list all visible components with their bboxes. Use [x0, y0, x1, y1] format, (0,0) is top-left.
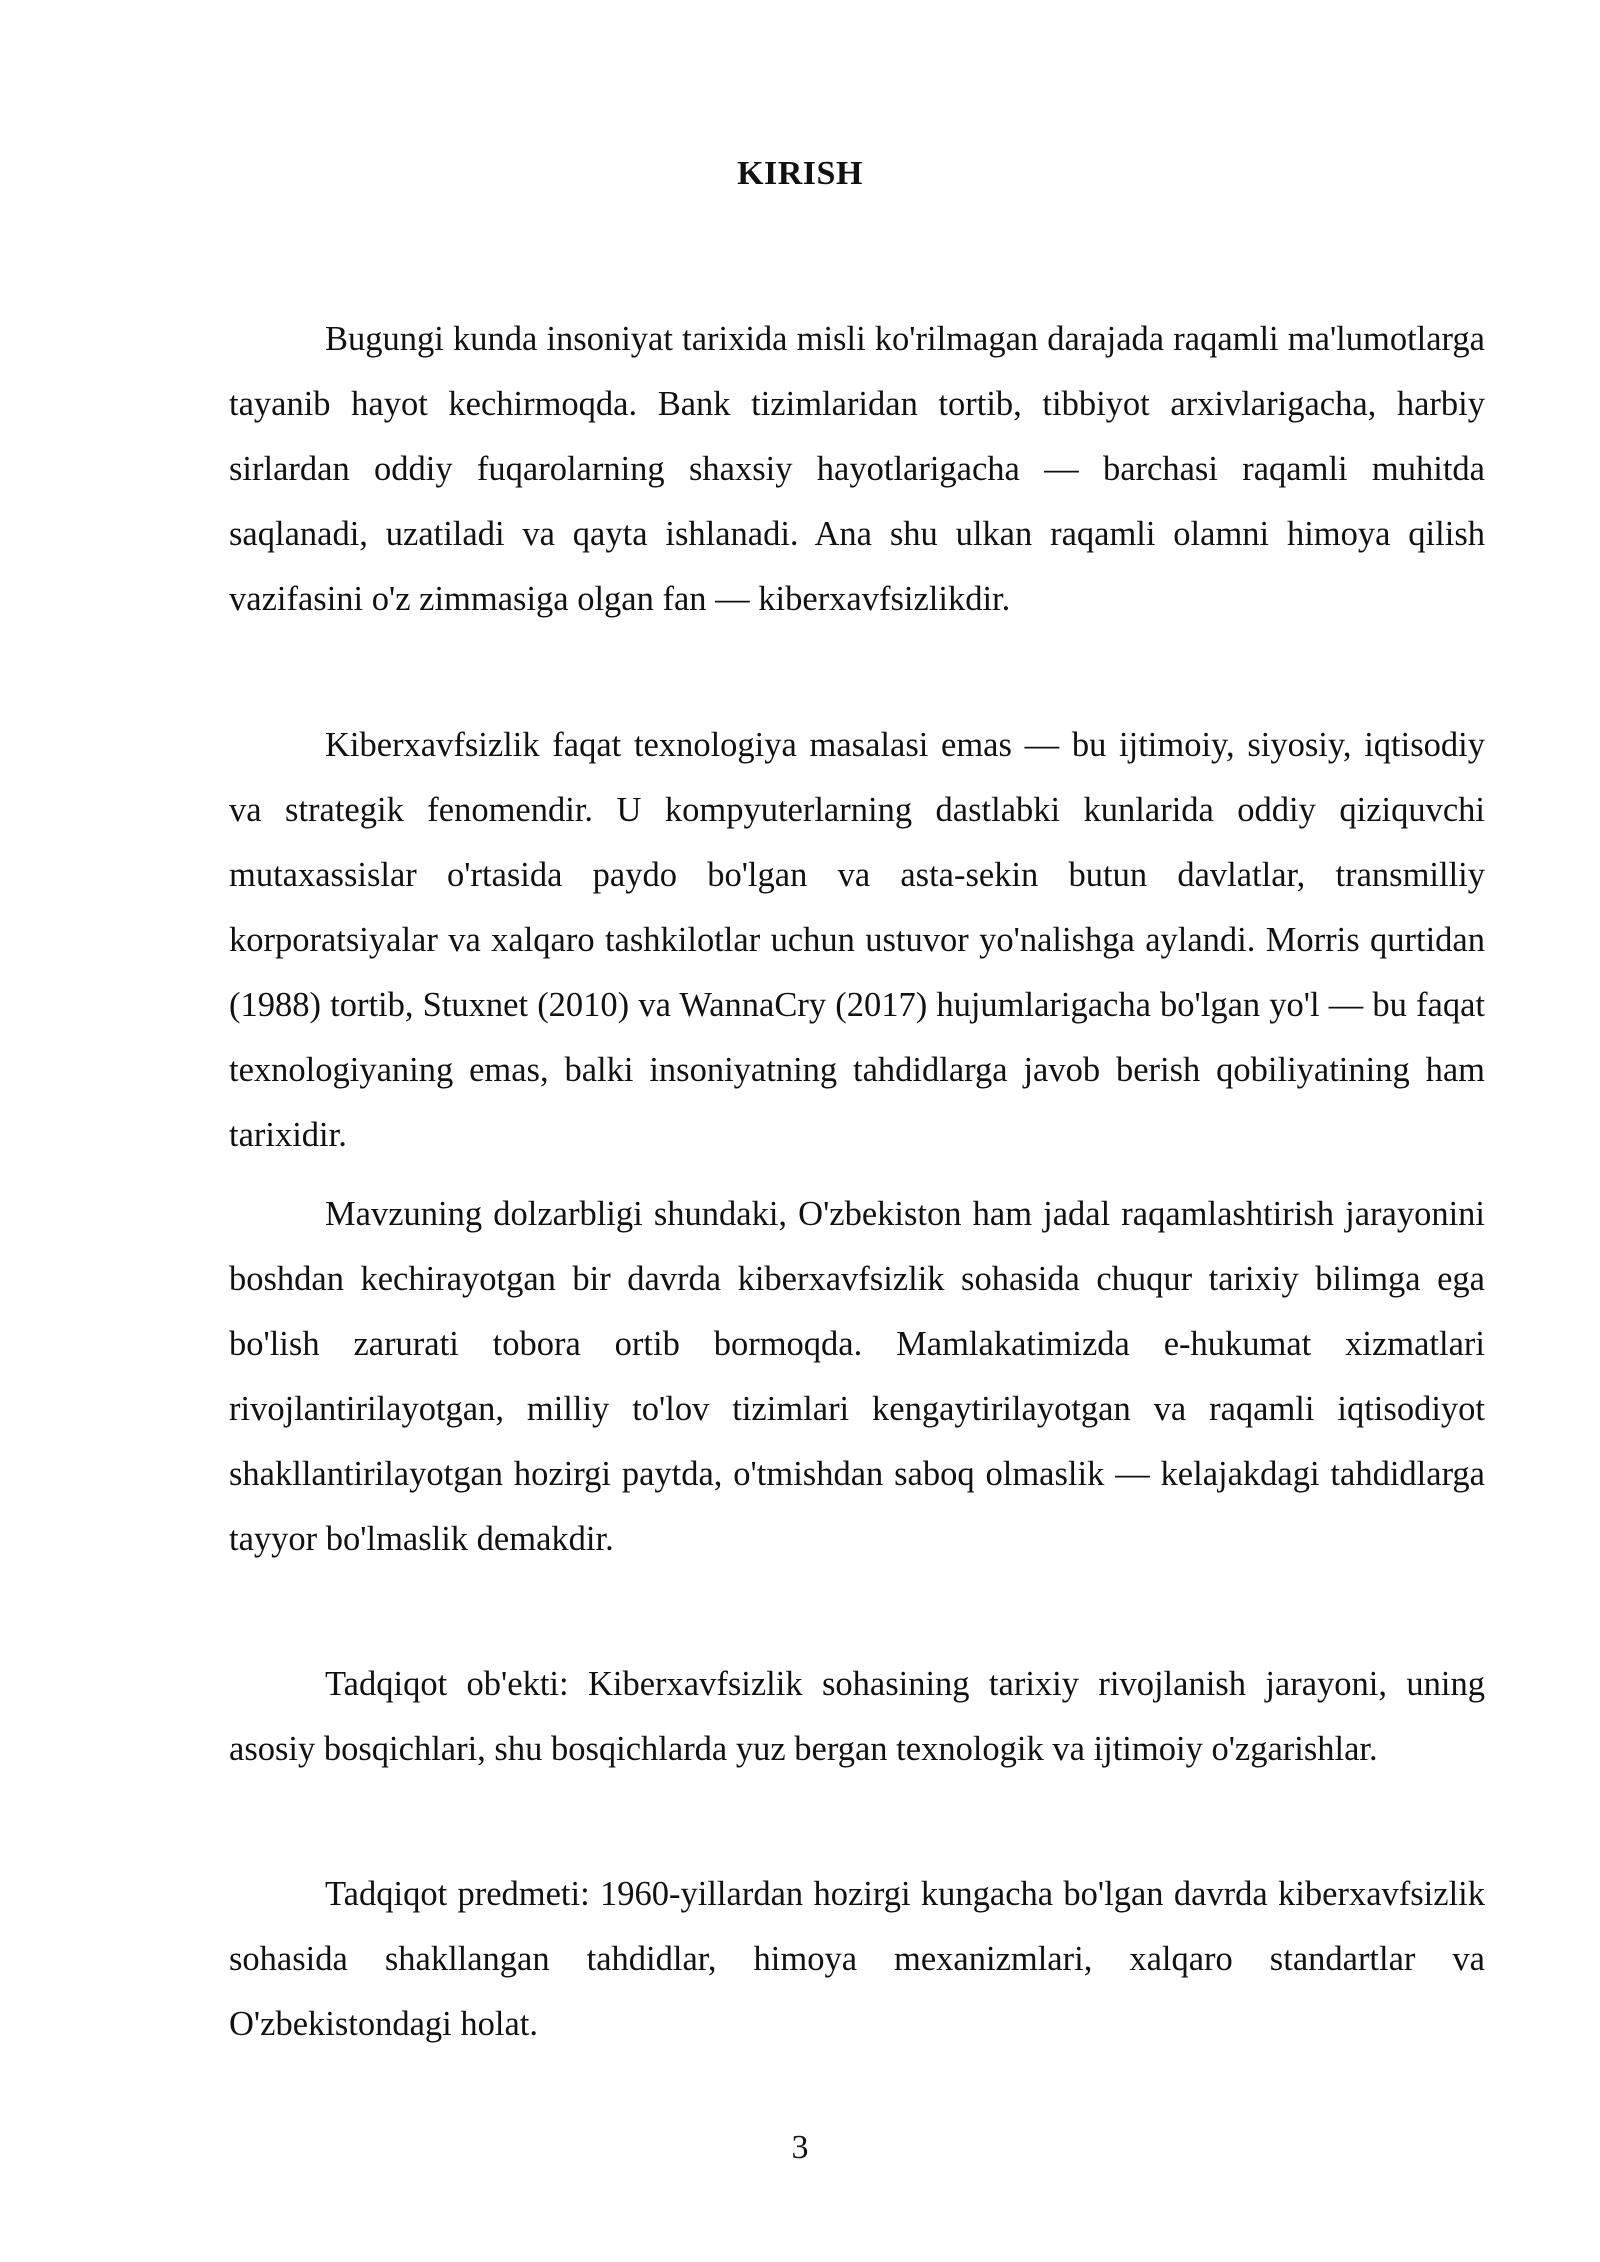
paragraph-cybersecurity-phenomenon: Kiberxavfsizlik faqat texnologiya masalasi emas — bu ijtimoiy, siyosiy, iqtisodiy va strategik fenomendir. U kompyuterlarning dastlabki kunlarida oddiy qiziquvchi mutaxassislar o'rtasida paydo bo'lgan va asta-sekin butun davlatlar, transmilliy korporatsiyalar va xalqaro tashkilotlar uchun ustuvor yo'nalishga aylandi. Morris qurtidan (1988) tortib, Stuxnet (2010) va WannaCry (2017) hujumlarigacha bo'lgan yo'l — bu faqat texnologiyaning emas, balki insoniyatning tahdidlarga javob berish qobiliyatining ham tarixidir.: [229, 726, 1485, 1154]
page-number: 3: [791, 2129, 809, 2166]
paragraph-block-2: [229, 713, 1485, 1168]
paragraph-research-object: Tadqiqot ob'ekti: Kiberxavfsizlik sohasining tarixiy rivojlanish jarayoni, uning asosiy bosqichlari, shu bosqichlarda yuz bergan texnologik va ijtimoiy o'zgarishlar.: [229, 1665, 1485, 1768]
paragraph-block-4: [229, 1652, 1485, 1782]
paragraph-block-1: [229, 307, 1485, 632]
paragraph-block-3: [229, 1182, 1485, 1572]
paragraph-topic-relevance: Mavzuning dolzarbligi shundaki, O'zbekiston ham jadal raqamlashtirish jarayonini boshdan kechirayotgan bir davrda kiberxavfsizlik sohasida chuqur tarixiy bilimga ega bo'lish zarurati tobora ortib bormoqda. Mamlakatimizda e-hukumat xizmatlari rivojlantirilayotgan, milliy to'lov tizimlari kengaytirilayotgan va raqamli iqtisodiyot shakllantirilayotgan hozirgi paytda, o'tmishdan saboq olmaslik — kelajakdagi tahdidlarga tayyor bo'lmaslik demakdir.: [229, 1195, 1485, 1558]
paragraph-block-5: [229, 1862, 1485, 2057]
paragraph-digital-life: Bugungi kunda insoniyat tarixida misli ko'rilmagan darajada raqamli ma'lumotlarga tayanib hayot kechirmoqda. Bank tizimlaridan tortib, tibbiyot arxivlarigacha, harbiy sirlardan oddiy fuqarolarning shaxsiy hayotlarigacha — barchasi raqamli muhitda saqlanadi, uzatiladi va qayta ishlanadi. Ana shu ulkan raqamli olamni himoya qilish vazifasini o'z zimmasiga olgan fan — kiberxavfsizlikdir.: [229, 320, 1485, 618]
page-title: KIRISH: [737, 155, 863, 192]
paragraph-research-subject: Tadqiqot predmeti: 1960-yillardan hozirgi kungacha bo'lgan davrda kiberxavfsizlik sohasida shakllangan tahdidlar, himoya mexanizmlari, xalqaro standartlar va O'zbekistondagi holat.: [229, 1875, 1485, 2043]
